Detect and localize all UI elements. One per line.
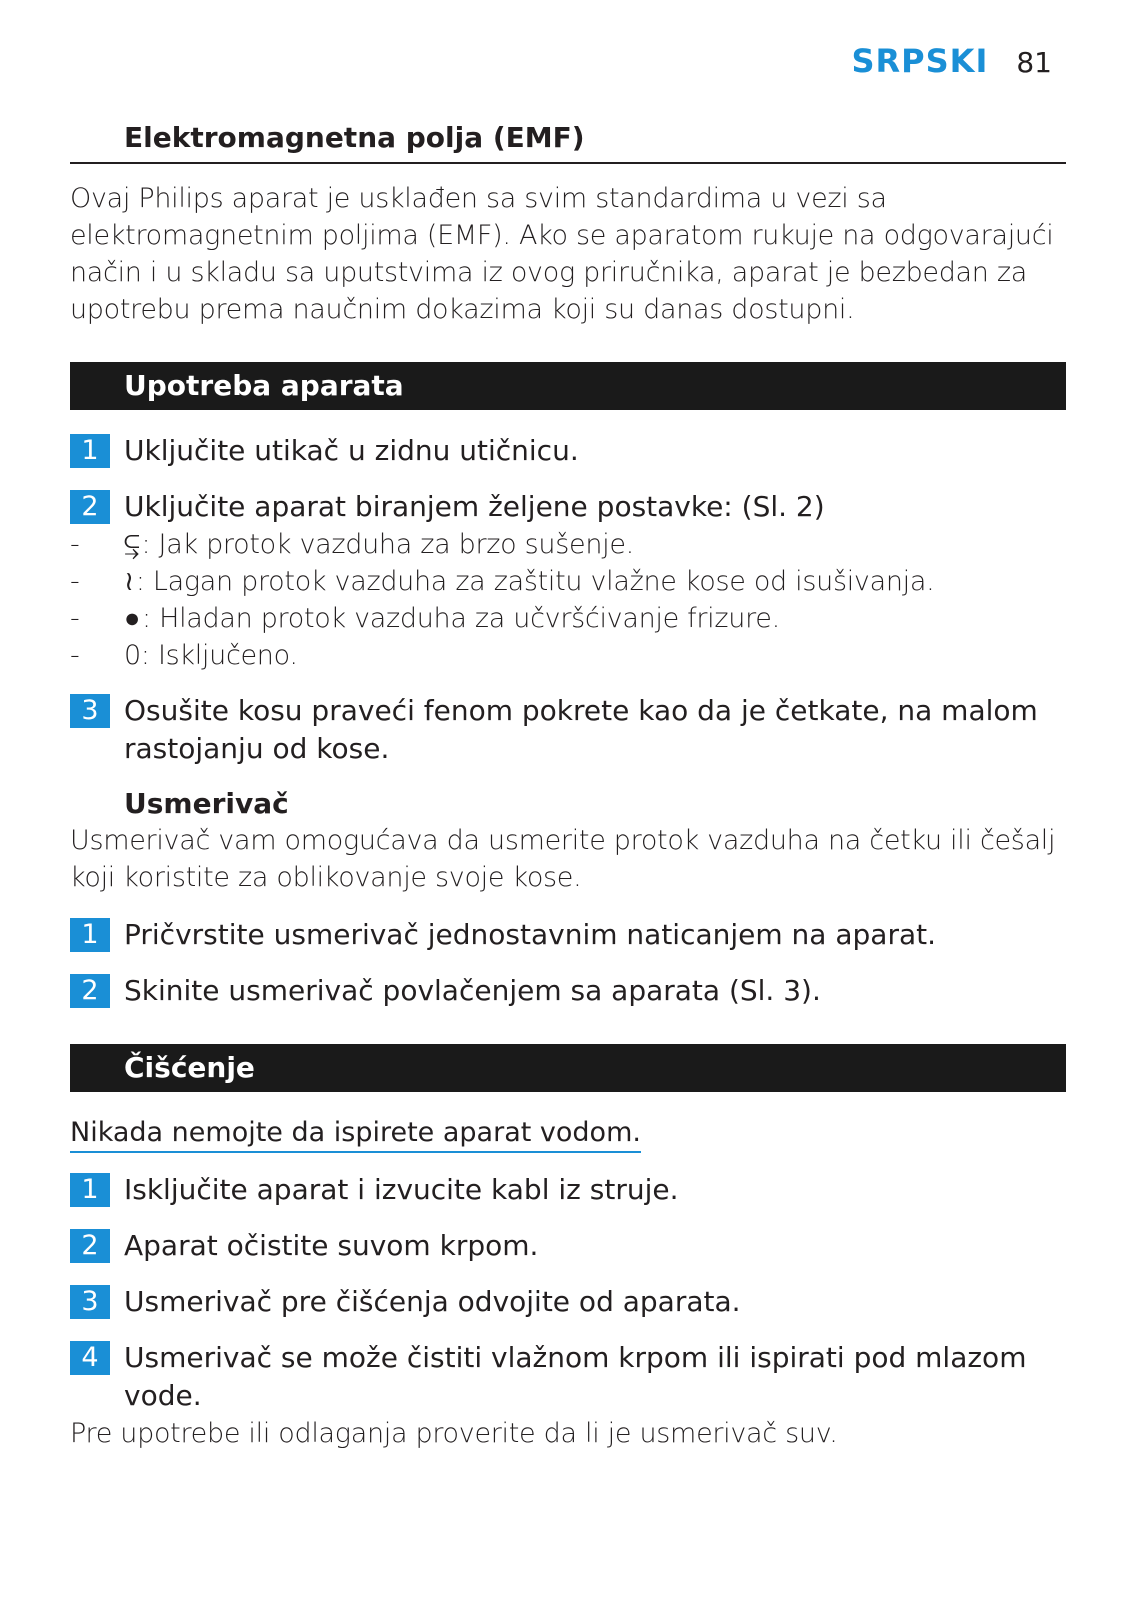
- usage-step: [70, 692, 1066, 768]
- cool-shot-icon: ●: [124, 603, 141, 634]
- page-header: [851, 42, 1052, 80]
- step-number: 4: [70, 1341, 110, 1375]
- nozzle-body: Usmerivač vam omogućava da usmerite protok vazduha na četku ili češalj koji koristite za oblikovanje svoje kose.: [70, 825, 1056, 893]
- usage-step: [70, 432, 1066, 470]
- page-content: [70, 120, 1066, 1452]
- high-speed-icon: ⥹: [124, 529, 140, 560]
- settings-list-item: [70, 600, 1066, 637]
- setting-text: 0: Isključeno.: [124, 640, 298, 671]
- nozzle-step: [70, 972, 1066, 1010]
- cleaning-step: [70, 1339, 1066, 1415]
- step-number: 2: [70, 1229, 110, 1263]
- cleaning-step: [70, 1171, 1066, 1209]
- setting-text: : Jak protok vazduha za brzo sušenje.: [141, 529, 634, 560]
- step-text: Skinite usmerivač povlačenjem sa aparata (Sl. 3).: [124, 974, 821, 1007]
- settings-list-item: [70, 526, 1066, 563]
- step-number: 3: [70, 694, 110, 728]
- emf-body: Ovaj Philips aparat je usklađen sa svim standardima u vezi sa elektromagnetnim poljima (EMF). Ako se aparatom rukuje na odgovarajući način i u skladu sa uputstvima iz ovog priručnika, aparat je bezbedan za upotrebu prema naučnim dokazima koji su danas dostupni.: [70, 183, 1054, 325]
- page-number: 81: [1016, 46, 1052, 79]
- settings-list-item: [70, 637, 1066, 674]
- step-text: Uključite aparat biranjem željene postavke: (Sl. 2): [124, 490, 825, 523]
- bullet-dash: -: [70, 640, 80, 671]
- section-cleaning-heading: Čišćenje: [70, 1044, 1066, 1092]
- step-text: Osušite kosu praveći fenom pokrete kao da je četkate, na malom rastojanju od kose.: [124, 694, 1038, 765]
- cleaning-step: [70, 1283, 1066, 1321]
- setting-text: : Lagan protok vazduha za zaštitu vlažne kose od isušivanja.: [135, 566, 935, 597]
- settings-list-item: [70, 563, 1066, 600]
- step-text: Usmerivač pre čišćenja odvojite od aparata.: [124, 1285, 741, 1318]
- setting-text: : Hladan protok vazduha za učvršćivanje frizure.: [142, 603, 780, 634]
- bullet-dash: -: [70, 566, 80, 597]
- step-number: 1: [70, 1173, 110, 1207]
- step-number: 1: [70, 918, 110, 952]
- step-text: Usmerivač se može čistiti vlažnom krpom ili ispirati pod mlazom vode.: [124, 1341, 1027, 1412]
- language-label: SRPSKI: [851, 42, 989, 80]
- step-text: Isključite aparat i izvucite kabl iz struje.: [124, 1173, 679, 1206]
- emf-heading: Elektromagnetna polja (EMF): [70, 120, 1066, 164]
- step-number: 2: [70, 974, 110, 1008]
- settings-list: [70, 526, 1066, 674]
- step-number: 2: [70, 490, 110, 524]
- cleaning-warning: Nikada nemojte da ispirete aparat vodom.: [70, 1114, 641, 1153]
- bullet-dash: -: [70, 603, 80, 634]
- cleaning-note: Pre upotrebe ili odlaganja proverite da li je usmerivač suv.: [70, 1418, 838, 1449]
- step-number: 3: [70, 1285, 110, 1319]
- nozzle-step: [70, 916, 1066, 954]
- step-text: Pričvrstite usmerivač jednostavnim naticanjem na aparat.: [124, 918, 936, 951]
- usage-step: [70, 488, 1066, 526]
- section-usage-heading: Upotreba aparata: [70, 362, 1066, 410]
- nozzle-heading: Usmerivač: [124, 787, 289, 820]
- bullet-dash: -: [70, 529, 80, 560]
- step-number: 1: [70, 434, 110, 468]
- low-speed-icon: ≀: [124, 566, 134, 597]
- step-text: Uključite utikač u zidnu utičnicu.: [124, 434, 579, 467]
- cleaning-step: [70, 1227, 1066, 1265]
- step-text: Aparat očistite suvom krpom.: [124, 1229, 539, 1262]
